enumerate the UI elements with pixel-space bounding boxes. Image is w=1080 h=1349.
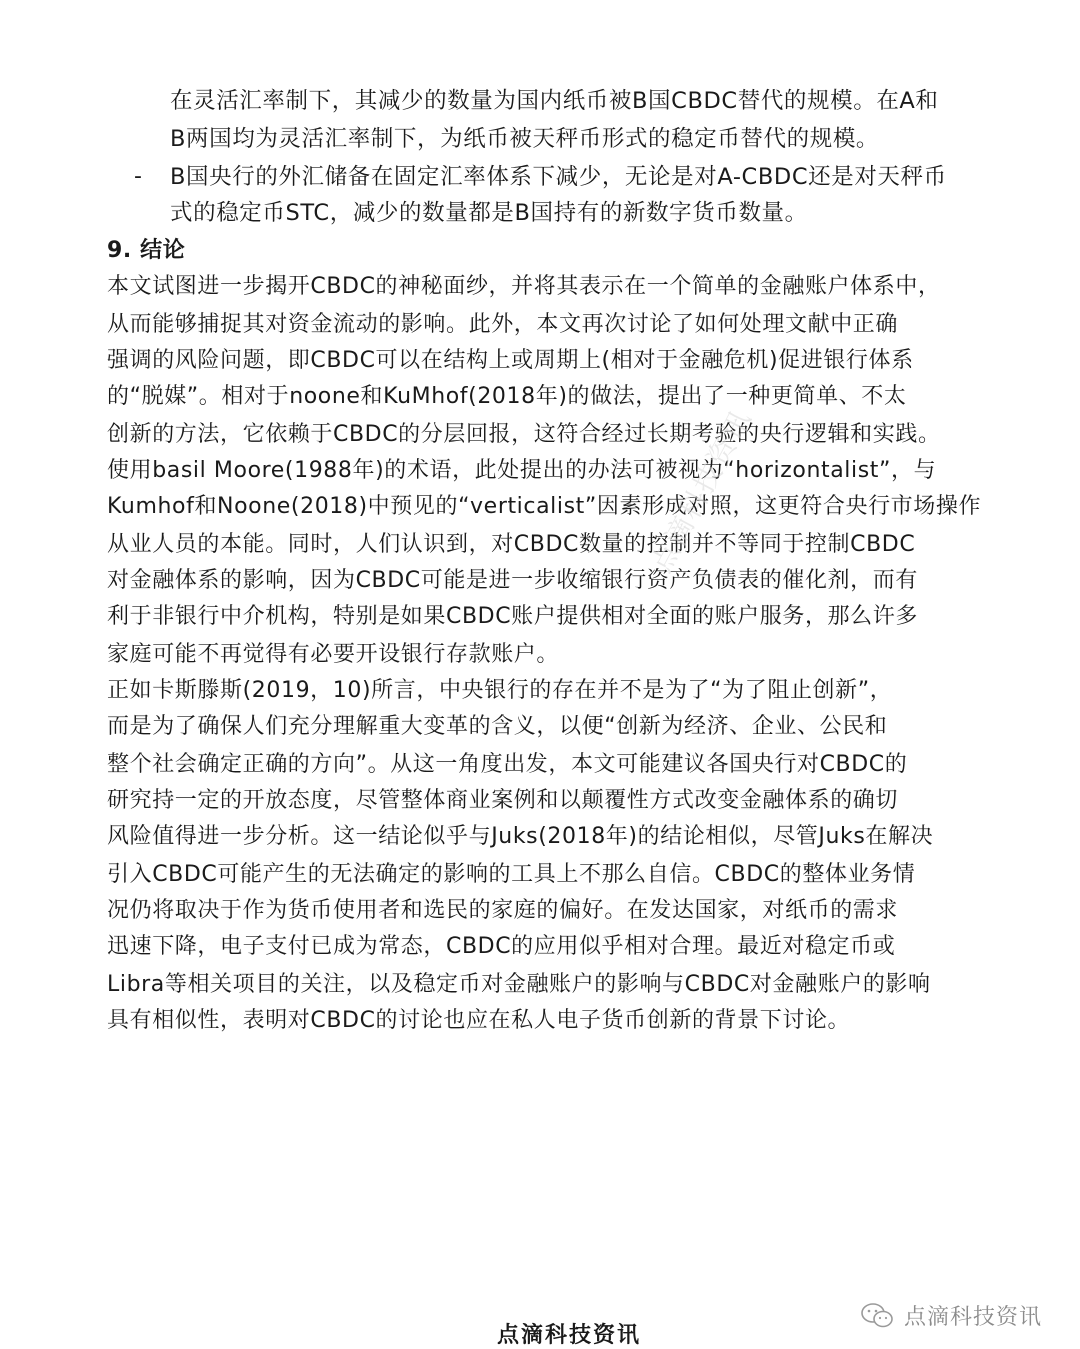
text-line: 引入CBDC可能产生的无法确定的影响的工具上不那么自信。CBDC的整体业务情 — [107, 862, 916, 887]
text-line: 式的稳定币STC，减少的数量都是B国持有的新数字货币数量。 — [170, 200, 808, 226]
bullet-marker: - — [134, 164, 142, 189]
text-line: 的“脱媒”。相对于noone和KuMhof(2018年)的做法，提出了一种更简单、不太 — [107, 384, 907, 409]
text-line: 家庭可能不再觉得有必要开设银行存款账户。 — [107, 642, 560, 667]
text-line: 本文试图进一步揭开CBDC的神秘面纱，并将其表示在一个简单的金融账户体系中， — [107, 274, 941, 299]
text-line: B国央行的外汇储备在固定汇率体系下减少，无论是对A-CBDC还是对天秤币 — [170, 164, 947, 190]
text-line: 创新的方法，它依赖于CBDC的分层回报，这符合经过长期考验的央行逻辑和实践。 — [107, 422, 941, 447]
footer-title: 点滴科技资讯 — [497, 1323, 642, 1348]
footer-brand — [860, 1300, 1042, 1331]
text-line: 具有相似性，表明对CBDC的讨论也应在私人电子货币创新的背景下讨论。 — [107, 1008, 851, 1033]
text-line: 强调的风险问题，即CBDC可以在结构上或周期上(相对于金融危机)促进银行体系 — [107, 348, 914, 373]
text-line: B两国均为灵活汇率制下，为纸币被天秤币形式的稳定币替代的规模。 — [170, 126, 880, 152]
watermark: 点滴科技资讯 — [644, 403, 759, 578]
text-line: 况仍将取决于作为货币使用者和选民的家庭的偏好。在发达国家，对纸币的需求 — [107, 898, 899, 923]
text-line: Libra等相关项目的关注，以及稳定币对金融账户的影响与CBDC对金融账户的影响 — [107, 972, 931, 997]
brand-label: 点滴科技资讯 — [903, 1305, 1042, 1330]
text-line: 正如卡斯滕斯(2019，10)所言，中央银行的存在并不是为了“为了阻止创新”， — [107, 678, 893, 703]
text-line: 从业人员的本能。同时，人们认识到，对CBDC数量的控制并不等同于控制CBDC — [107, 532, 916, 557]
text-line: 利于非银行中介机构，特别是如果CBDC账户提供相对全面的账户服务，那么许多 — [107, 604, 918, 629]
text-line: 而是为了确保人们充分理解重大变革的含义，以便“创新为经济、企业、公民和 — [107, 714, 888, 739]
wechat-icon — [860, 1302, 894, 1330]
text-line: 迅速下降，电子支付已成为常态，CBDC的应用似乎相对合理。最近对稳定币或 — [107, 934, 896, 959]
text-line: 研究持一定的开放态度，尽管整体商业案例和以颠覆性方式改变金融体系的确切 — [107, 788, 899, 813]
section-heading: 9. 结论 — [107, 238, 186, 263]
text-line: 使用basil Moore(1988年)的术语，此处提出的办法可被视为“horizontalist”，与 — [107, 458, 937, 483]
text-line: 从而能够捕捉其对资金流动的影响。此外，本文再次讨论了如何处理文献中正确 — [107, 312, 899, 337]
text-line: 风险值得进一步分析。这一结论似乎与Juks(2018年)的结论相似，尽管Juks在解决 — [107, 824, 934, 849]
text-line: 在灵活汇率制下，其减少的数量为国内纸币被B国CBDC替代的规模。在A和 — [170, 88, 939, 114]
text-line: Kumhof和Noone(2018)中预见的“verticalist”因素形成对照，这更符合央行市场操作 — [107, 494, 982, 519]
text-line: 对金融体系的影响，因为CBDC可能是进一步收缩银行资产负债表的催化剂，而有 — [107, 568, 918, 593]
text-line: 整个社会确定正确的方向”。从这一角度出发，本文可能建议各国央行对CBDC的 — [107, 752, 908, 777]
